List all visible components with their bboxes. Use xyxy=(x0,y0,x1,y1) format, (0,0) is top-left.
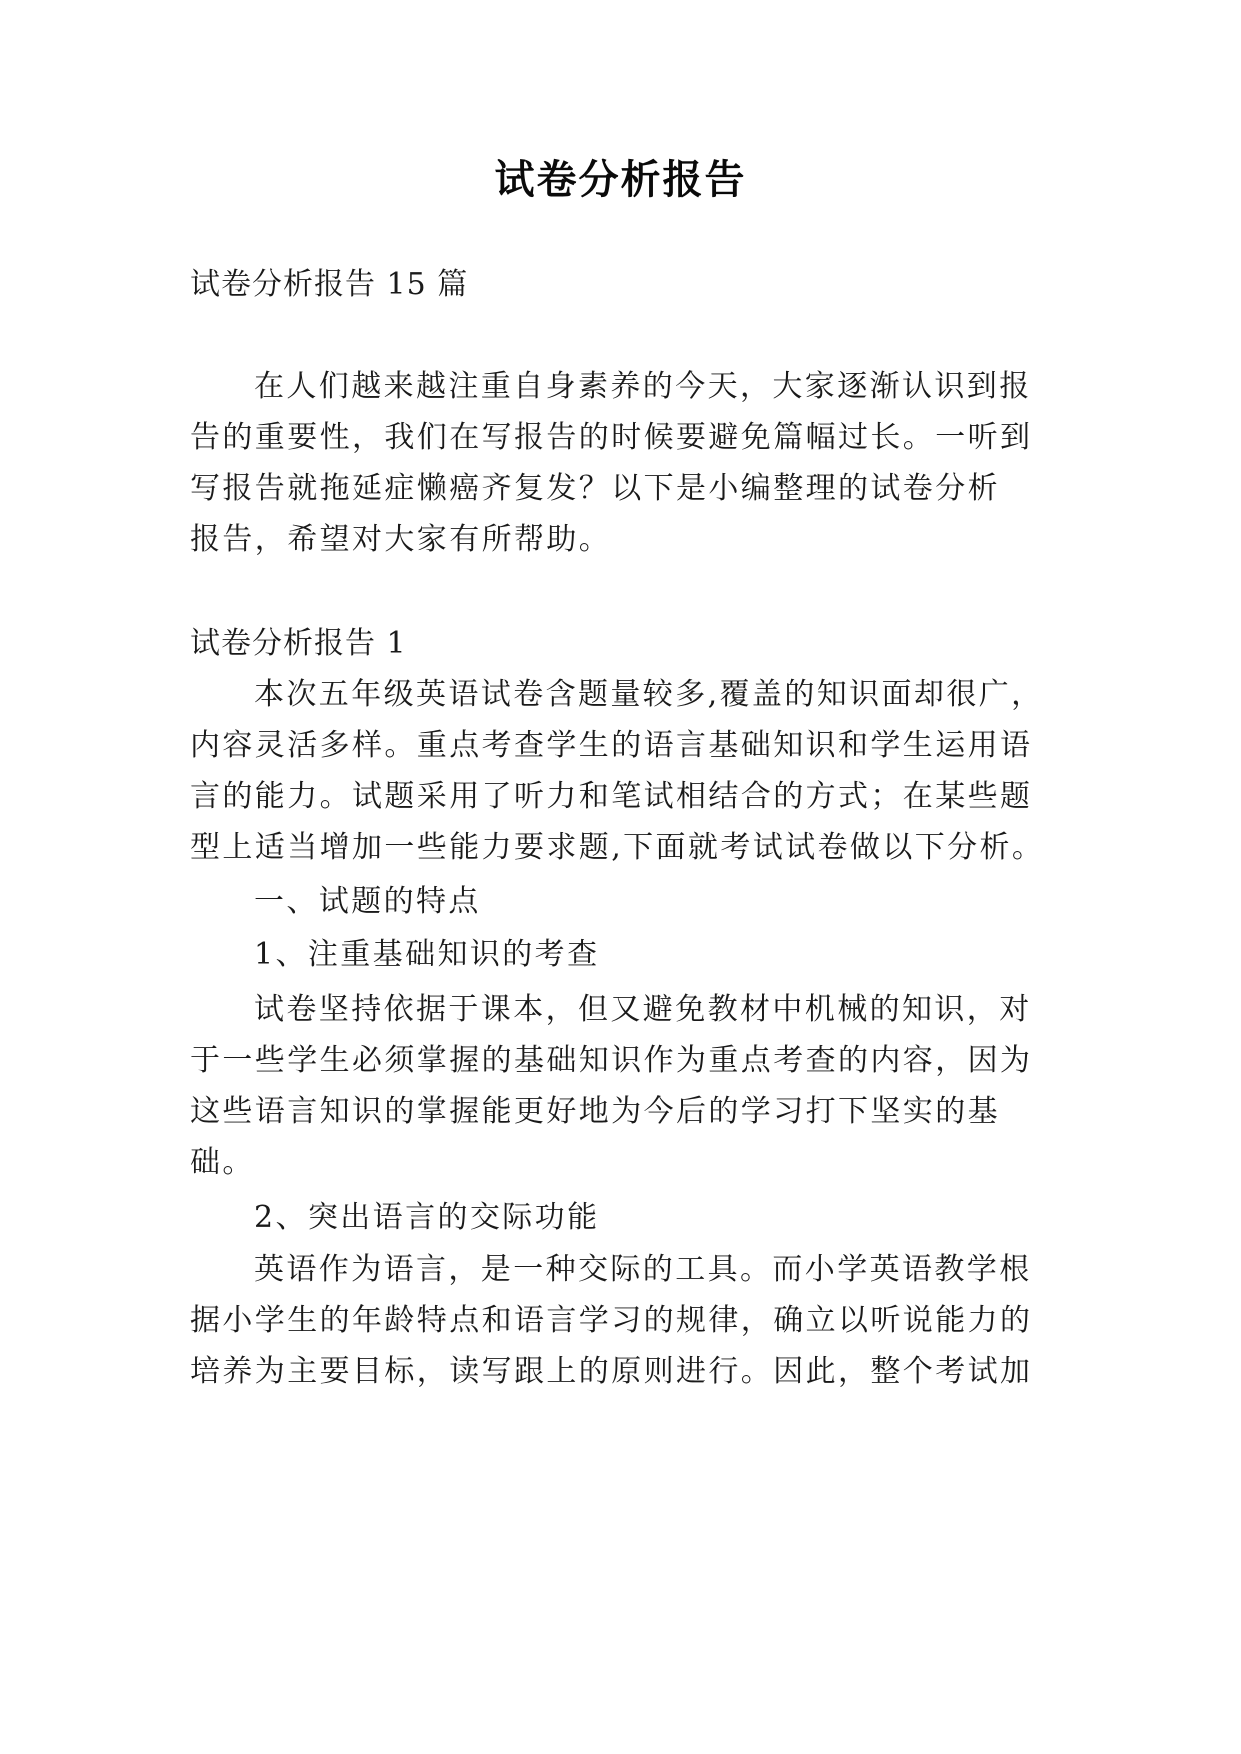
document-subtitle: 试卷分析报告 15 篇 xyxy=(190,267,469,302)
intro-line: 报告，希望对大家有所帮助。 xyxy=(190,522,612,557)
paragraph-line: 英语作为语言，是一种交际的工具。而小学英语教学根 xyxy=(254,1252,1032,1287)
document-title: 试卷分析报告 xyxy=(494,157,747,203)
intro-line: 在人们越来越注重自身素养的今天，大家逐渐认识到报 xyxy=(254,369,1032,404)
section-heading: 试卷分析报告 1 xyxy=(190,626,407,661)
paragraph-line: 培养为主要目标，读写跟上的原则进行。因此，整个考试加 xyxy=(190,1354,1033,1389)
paragraph-line: 内容灵活多样。重点考查学生的语言基础知识和学生运用语 xyxy=(190,728,1033,763)
paragraph-line: 于一些学生必须掌握的基础知识作为重点考查的内容，因为 xyxy=(190,1043,1033,1078)
paragraph-line: 型上适当增加一些能力要求题,下面就考试试卷做以下分析。 xyxy=(190,830,1045,865)
sub-heading: 一、试题的特点 xyxy=(254,884,481,919)
paragraph-line: 础。 xyxy=(190,1145,255,1180)
paragraph-line: 言的能力。试题采用了听力和笔试相结合的方式；在某些题 xyxy=(190,779,1033,814)
paragraph-line: 这些语言知识的掌握能更好地为今后的学习打下坚实的基 xyxy=(190,1094,1000,1129)
paragraph-line: 试卷坚持依据于课本，但又避免教材中机械的知识，对 xyxy=(254,992,1032,1027)
paragraph-line: 本次五年级英语试卷含题量较多,覆盖的知识面却很广， xyxy=(254,677,1044,712)
point-heading: 2、突出语言的交际功能 xyxy=(254,1200,600,1235)
intro-line: 告的重要性，我们在写报告的时候要避免篇幅过长。一听到 xyxy=(190,420,1033,455)
intro-line: 写报告就拖延症懒癌齐复发？以下是小编整理的试卷分析 xyxy=(190,471,1000,506)
point-heading: 1、注重基础知识的考查 xyxy=(254,937,600,972)
paragraph-line: 据小学生的年龄特点和语言学习的规律，确立以听说能力的 xyxy=(190,1303,1033,1338)
